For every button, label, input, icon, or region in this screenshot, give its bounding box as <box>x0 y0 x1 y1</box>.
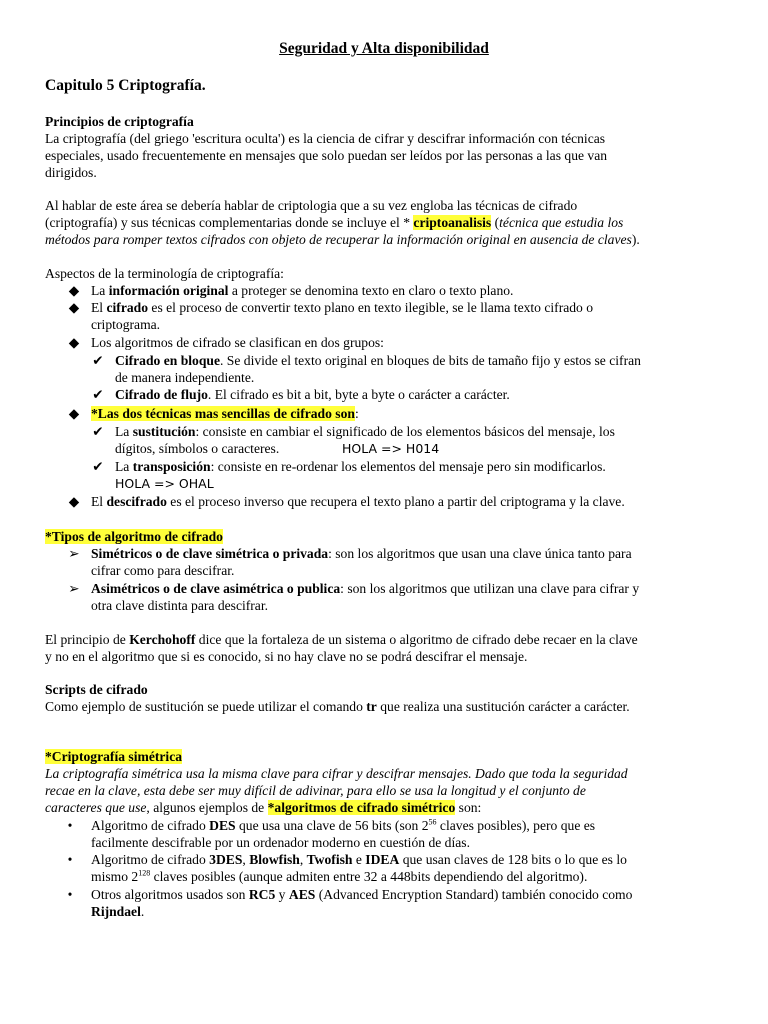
example-sustitucion: HOLA => H014 <box>342 441 440 456</box>
diamond-bullet-icon: ◆ <box>68 494 80 509</box>
list-item: Los algoritmos de cifrado se clasifican en dos grupos: <box>91 335 384 350</box>
paragraph-line: dirigidos. <box>45 165 97 180</box>
paragraph-line: Como ejemplo de sustitución se puede utilizar el comando tr que realiza una sustitución carácter a carácter. <box>45 699 630 714</box>
paragraph-line: La criptografía (del griego 'escritura oculta') es la ciencia de cifrar y descifrar información con técnicas <box>45 131 606 146</box>
chapter-heading: Capitulo 5 Criptografía. <box>45 77 206 94</box>
section-heading-principios: Principios de criptografía <box>45 114 194 129</box>
check-bullet-icon: ✔ <box>92 387 104 402</box>
paragraph-line: Al hablar de este área se debería hablar de criptologia que a su vez engloba las técnicas de cifrado <box>45 198 578 213</box>
list-subitem-continuation: dígitos, símbolos o caracteres. <box>115 441 280 456</box>
list-item-continuation: facilmente descifrable por un ordenador moderno en cuestión de días. <box>91 835 470 850</box>
check-bullet-icon: ✔ <box>92 353 104 368</box>
list-item: Algoritmo de cifrado DES que usa una clave de 56 bits (son $2^{56}$ claves posibles), pero que es <box>91 817 596 833</box>
section-heading-scripts: Scripts de cifrado <box>45 682 148 697</box>
diamond-bullet-icon: ◆ <box>68 300 80 315</box>
arrow-bullet-icon: ➢ <box>68 546 80 561</box>
paragraph-line: caracteres que use, algunos ejemplos de *algoritmos de cifrado simétrico son: <box>45 800 482 815</box>
list-subitem-continuation: de manera independiente. <box>115 370 255 385</box>
list-item-continuation: cifrar como para descifrar. <box>91 563 235 578</box>
paragraph-line: Aspectos de la terminología de criptografía: <box>45 266 284 281</box>
example-transposicion: HOLA => OHAL <box>115 476 214 491</box>
diamond-bullet-icon: ◆ <box>68 283 80 298</box>
list-item: La información original a proteger se denomina texto en claro o texto plano. <box>91 283 514 298</box>
paragraph-line: (criptografía) y sus técnicas complementarias donde se incluye el * criptoanalisis (técnica que estudia los <box>45 215 624 230</box>
round-bullet-icon: • <box>67 852 73 867</box>
document-title: Seguridad y Alta disponibilidad <box>279 40 489 57</box>
highlight-tecnicas: *Las dos técnicas mas sencillas de cifrado son <box>91 406 355 421</box>
highlight-algoritmos: *algoritmos de cifrado simétrico <box>267 800 456 815</box>
round-bullet-icon: • <box>67 818 73 833</box>
check-bullet-icon: ✔ <box>92 459 104 474</box>
list-subitem: La transposición: consiste en re-ordenar los elementos del mensaje pero sin modificarlos. <box>115 459 606 474</box>
highlight-criptoanalisis: criptoanalisis <box>413 215 492 230</box>
paragraph-line: recae en la clave, esta debe ser muy difícil de adivinar, para ello se usa la longitud y el conjunto de <box>45 783 586 798</box>
list-item-continuation: mismo $2^{128}$ claves posibles (aunque admiten entre 32 a 448bits dependiendo del algoritmo). <box>91 868 588 884</box>
paragraph-line: especiales, usado frecuentemente en mensajes que solo puedan ser leídos por las personas a las que van <box>45 148 608 163</box>
list-item: Asimétricos o de clave asimétrica o publica: son los algoritmos que utilizan una clave para cifrar y <box>91 581 640 596</box>
list-subitem: La sustitución: consiste en cambiar el significado de los elementos básicos del mensaje, los <box>115 424 615 439</box>
list-item: Simétricos o de clave simétrica o privada: son los algoritmos que usan una clave única tanto para <box>91 546 632 561</box>
list-subitem: Cifrado en bloque. Se divide el texto original en bloques de bits de tamaño fijo y estos se cifran <box>115 353 641 368</box>
section-heading-tipos: *Tipos de algoritmo de cifrado <box>45 529 223 544</box>
paragraph-line: y no en el algoritmo que si es conocido, si no hay clave no se podrá descifrar el mensaje. <box>45 649 528 664</box>
paragraph-line: El principio de Kerchohoff dice que la fortaleza de un sistema o algoritmo de cifrado debe recaer en la clave <box>45 632 638 647</box>
list-item-continuation: otra clave distinta para descifrar. <box>91 598 269 613</box>
list-item: *Las dos técnicas mas sencillas de cifrado son: <box>91 406 359 421</box>
list-item: Algoritmo de cifrado 3DES, Blowfish, Twofish e IDEA que usan claves de 128 bits o lo que es lo <box>91 852 627 867</box>
list-subitem: Cifrado de flujo. El cifrado es bit a bit, byte a byte o carácter a carácter. <box>115 387 510 402</box>
paragraph-line: La criptografía simétrica usa la misma clave para cifrar y descifrar mensajes. Dado que toda la seguridad <box>45 766 628 781</box>
list-item-continuation: criptograma. <box>91 317 161 332</box>
paragraph-line: métodos para romper textos cifrados con objeto de recuperar la información original en ausencia de claves). <box>45 232 640 247</box>
list-item: El descifrado es el proceso inverso que recupera el texto plano a partir del criptograma y la clave. <box>91 494 625 509</box>
round-bullet-icon: • <box>67 887 73 902</box>
check-bullet-icon: ✔ <box>92 424 104 439</box>
diamond-bullet-icon: ◆ <box>68 406 80 421</box>
list-item-continuation: Rijndael. <box>91 904 145 919</box>
list-item: El cifrado es el proceso de convertir texto plano en texto ilegible, se le llama texto cifrado o <box>91 300 594 315</box>
arrow-bullet-icon: ➢ <box>68 581 80 596</box>
section-heading-simetrica: *Criptografía simétrica <box>45 749 183 764</box>
diamond-bullet-icon: ◆ <box>68 335 80 350</box>
list-item: Otros algoritmos usados son RC5 y AES (Advanced Encryption Standard) también conocido como <box>91 887 633 902</box>
